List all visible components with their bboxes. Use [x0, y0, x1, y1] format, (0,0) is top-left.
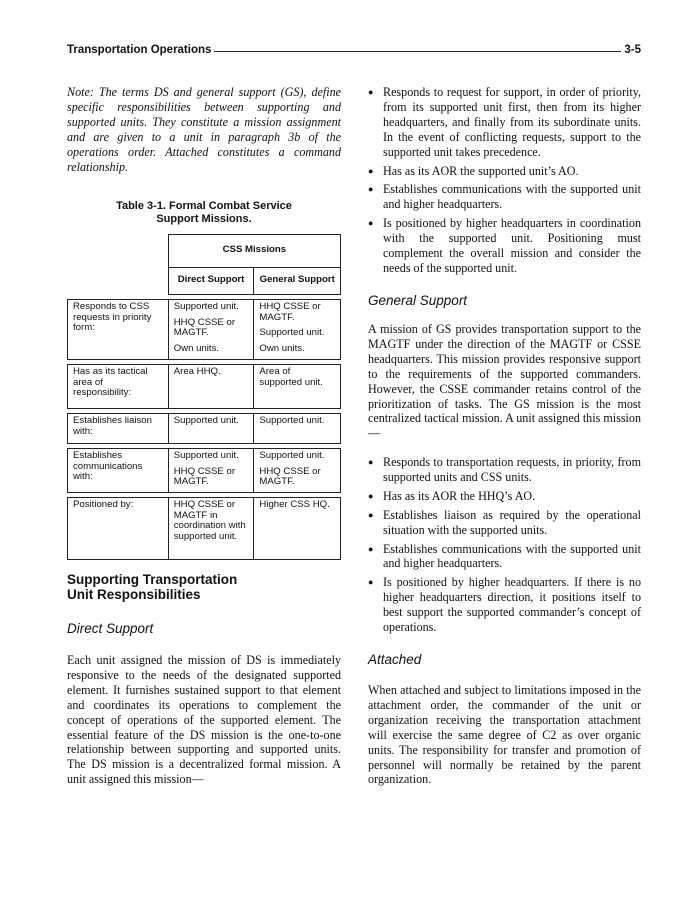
list-item: ● Establishes communications with the supported unit and higher headquarters. [368, 542, 641, 572]
direct-support-heading: Direct Support [67, 621, 154, 636]
row-label: Establishes liaison with: [68, 414, 169, 444]
table-caption-line2: Support Missions. [156, 213, 252, 225]
table-corner [68, 235, 169, 268]
attached-paragraph: When attached and subject to limitations imposed in the attachment order, the commander of the unit or organization receiving the transportation attachment will exercise the same degree of C2 as over organic units. The responsibility for transfer and promotion of personnel will normally be retained by the parent organization. [368, 683, 641, 787]
attached-heading: Attached [368, 652, 422, 667]
list-item: ● Establishes liaison as required by the operational situation with the supported units. [368, 508, 641, 538]
table-row [68, 449, 341, 493]
list-item: ● Establishes communications with the supported unit and higher headquarters. [368, 182, 641, 212]
direct-support-bullets [368, 85, 641, 280]
table-row [68, 300, 341, 360]
note-paragraph: Note: The terms DS and general support (GS), define specific responsibilities between supporting and supported units. They constitute a mission assignment and are given to a unit in paragraph 3b of the operations order. Attached constitutes a command relationship. [67, 85, 341, 174]
table-row [68, 498, 341, 560]
section-title: Supporting Transportation Unit Responsibilities [67, 572, 238, 602]
running-header [67, 42, 641, 58]
table-row [68, 365, 341, 409]
list-item: ● Is positioned by higher headquarters. If there is no higher headquarters direction, it positions itself to best support the supported commander’s concept of operations. [368, 575, 641, 635]
row-label: Has as its tactical area of responsibility: [68, 365, 169, 409]
table-group-header: CSS Missions [168, 235, 340, 268]
col-header-direct: Direct Support [168, 268, 254, 295]
cell-general: Supported unit. HHQ CSSE or MAGTF. [254, 449, 341, 493]
cell-direct: Supported unit. HHQ CSSE or MAGTF. Own units. [168, 300, 254, 360]
header-rule [214, 51, 621, 52]
general-support-heading: General Support [368, 293, 468, 308]
general-support-paragraph: A mission of GS provides transportation support to the MAGTF under the direction of the MAGTF or CSSE headquarters. This mission provides responsive support to the requirements of the supported commanders. However, the CSSE commander retains control of the prioritization of tasks. The GS mission is the most centralized tactical mission. A unit assigned this mission— [368, 322, 641, 441]
list-item: ● Has as its AOR the supported unit’s AO. [368, 164, 641, 179]
table-caption-line1: Table 3-1. Formal Combat Service [116, 200, 292, 212]
list-item: ● Is positioned by higher headquarters in coordination with the supported unit. Positioning must complement the overall mission and consider the needs of the supported unit. [368, 216, 641, 276]
cell-direct: Supported unit. HHQ CSSE or MAGTF. [168, 449, 254, 493]
row-label: Positioned by: [68, 498, 169, 560]
cell-general: HHQ CSSE or MAGTF. Supported unit. Own units. [254, 300, 341, 360]
header-title: Transportation Operations [67, 44, 212, 56]
cell-direct: HHQ CSSE or MAGTF in coordination with supported unit. [168, 498, 254, 560]
direct-support-paragraph: Each unit assigned the mission of DS is immediately responsive to the needs of the designated supported element. It furnishes sustained support to that element and coordinates its operations to complement the concept of operations of the supported element. The essential feature of the DS mission is the one-to-one relationship between supporting and supported units. The DS mission is a decentralized formal mission. A unit assigned this mission— [67, 653, 341, 787]
page-number: 3-5 [624, 44, 641, 56]
cell-direct: Supported unit. [168, 414, 254, 444]
col-header-general: General Support [254, 268, 341, 295]
list-item: ● Responds to transportation requests, in priority, from supported units and CSS units. [368, 455, 641, 485]
cell-direct: Area HHQ. [168, 365, 254, 409]
row-label: Responds to CSS requests in priority form: [68, 300, 169, 360]
list-item: ● Has as its AOR the HHQ’s AO. [368, 489, 641, 504]
table-row [68, 414, 341, 444]
row-label: Establishes communications with: [68, 449, 169, 493]
general-support-bullets [368, 455, 641, 639]
css-missions-table [67, 234, 341, 560]
cell-general: Area of supported unit. [254, 365, 341, 409]
table-caption [67, 200, 341, 226]
list-item: ● Responds to request for support, in order of priority, from its supported unit first, then from its higher headquarters, and finally from its subordinate units. In the event of conflicting requests, support to the supported unit takes precedence. [368, 85, 641, 160]
cell-general: Higher CSS HQ. [254, 498, 341, 560]
cell-general: Supported unit. [254, 414, 341, 444]
